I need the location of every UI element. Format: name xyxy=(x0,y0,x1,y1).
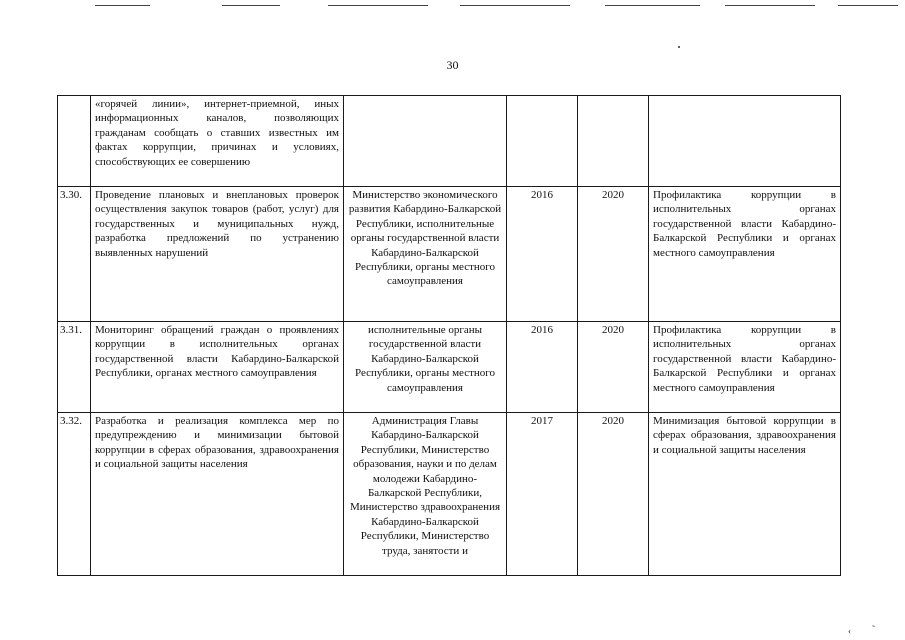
row-number xyxy=(58,96,91,187)
scan-artifact-line xyxy=(725,5,815,6)
action-cell: Мониторинг обращений граждан о проявлениях коррупции в исполнительных органах государственной власти Кабардино-Балкарской Республики, органах местного самоуправления xyxy=(91,322,344,413)
scan-artifact-line xyxy=(838,5,898,6)
end-year-cell xyxy=(578,96,649,187)
scan-artifact-line xyxy=(605,5,700,6)
scan-artifact-line xyxy=(95,5,150,6)
end-year-cell: 2020 xyxy=(578,413,649,576)
scan-corner-mark: ‹ xyxy=(848,626,851,636)
executor-cell: Администрация Главы Кабардино-Балкарской Республики, Министерство образования, науки и по делам молодежи Кабардино-Балкарской Республики, Министерство здравоохранения Кабардино-Балкарской Республики, Министерство труда, занятости и xyxy=(344,413,507,576)
end-year-cell: 2020 xyxy=(578,187,649,322)
start-year-cell: 2016 xyxy=(507,187,578,322)
executor-cell: исполнительные органы государственной власти Кабардино-Балкарской Республики, органы местного самоуправления xyxy=(344,322,507,413)
start-year-cell xyxy=(507,96,578,187)
scan-artifact-line xyxy=(222,5,280,6)
measures-table xyxy=(57,95,841,576)
action-cell: Проведение плановых и внеплановых проверок осуществления закупок товаров (работ, услуг) для государственных и муниципальных нужд, разработка предложений по устранению выявленных нарушений xyxy=(91,187,344,322)
table-row xyxy=(58,413,841,576)
row-number: 3.30. xyxy=(58,187,91,322)
row-number: 3.31. xyxy=(58,322,91,413)
end-year-cell: 2020 xyxy=(578,322,649,413)
result-cell: Минимизация бытовой коррупции в сферах образования, здравоохранения и социальной защиты населения xyxy=(649,413,841,576)
executor-cell xyxy=(344,96,507,187)
table-row xyxy=(58,187,841,322)
start-year-cell: 2016 xyxy=(507,322,578,413)
result-cell: Профилактика коррупции в исполнительных органах государственной власти Кабардино-Балкарской Республики и органах местного самоуправления xyxy=(649,322,841,413)
start-year-cell: 2017 xyxy=(507,413,578,576)
table-row xyxy=(58,96,841,187)
action-cell: Разработка и реализация комплекса мер по предупреждению и минимизации бытовой коррупции в сферах образования, здравоохранения и социальной защиты населения xyxy=(91,413,344,576)
scan-artifact-line xyxy=(460,5,570,6)
row-number: 3.32. xyxy=(58,413,91,576)
result-cell: Профилактика коррупции в исполнительных органах государственной власти Кабардино-Балкарской Республики и органах местного самоуправления xyxy=(649,187,841,322)
scan-dot xyxy=(678,46,680,48)
scan-corner-mark: ˜ xyxy=(872,624,875,634)
executor-cell: Министерство экономического развития Кабардино-Балкарской Республики, исполнительные органы государственной власти Кабардино-Балкарской Республики, органы местного самоуправления xyxy=(344,187,507,322)
table-row xyxy=(58,322,841,413)
action-cell: «горячей линии», интернет-приемной, иных информационных каналов, позволяющих гражданам сообщать о ставших известных им фактах коррупции, причинах и условиях, способствующих ее совершению xyxy=(91,96,344,187)
scan-artifact-line xyxy=(328,5,428,6)
result-cell xyxy=(649,96,841,187)
page-number: 30 xyxy=(446,58,459,72)
